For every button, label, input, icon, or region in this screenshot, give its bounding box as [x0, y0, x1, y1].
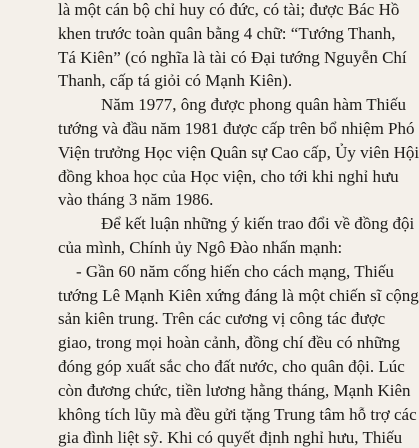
- text-line: không tích lũy mà đều gửi tặng Trung tâm hỗ trợ các: [58, 404, 417, 424]
- text-line: gia đình liệt sỹ. Khi có quyết định nghỉ hưu, Thiếu: [58, 428, 403, 448]
- text-line: là một cán bộ chỉ huy có đức, có tài; được Bác Hồ: [58, 0, 400, 19]
- text-line: Năm 1977, ông được phong quân hàm Thiếu: [101, 95, 406, 115]
- text-line: Tá Kiên” (có nghĩa là tài có Đại tướng Nguyễn Chí: [58, 47, 407, 67]
- text-line: đóng góp xuất sắc cho đất nước, cho quân đội. Lúc: [58, 357, 405, 376]
- text-line: Để kết luận những ý kiến trao đổi về đồng đội: [101, 214, 415, 234]
- text-line: giao, trong mọi hoàn cảnh, đồng chí đều có những: [58, 333, 401, 353]
- text-line: vào tháng 3 năm 1986.: [58, 190, 214, 210]
- text-line: tướng Lê Mạnh Kiên xứng đáng là một chiến sĩ cộng: [58, 285, 419, 305]
- text-line: khen trước toàn quân bằng 4 chữ: “Tướng Thanh,: [58, 23, 396, 43]
- text-line: còn đương chức, tiền lương hằng tháng, Mạnh Kiên: [58, 380, 411, 400]
- text-line: - Gần 60 năm cống hiến cho cách mạng, Thiếu: [76, 261, 394, 281]
- text-line: đồng khoa học của Học viện, cho tới khi nghỉ hưu: [58, 166, 399, 186]
- text-line: của mình, Chính ủy Ngô Đào nhấn mạnh:: [58, 238, 343, 257]
- text-line: tướng và đầu năm 1981 được cấp trên bổ nhiệm Phó: [58, 119, 415, 138]
- text-line: Viện trưởng Học viện Quân sự Cao cấp, Ủy viên Hội: [58, 142, 419, 162]
- text-line: sản kiên trung. Trên các cương vị công tác được: [58, 309, 386, 329]
- text-line: Thanh, cấp tá giỏi có Mạnh Kiên).: [58, 71, 293, 91]
